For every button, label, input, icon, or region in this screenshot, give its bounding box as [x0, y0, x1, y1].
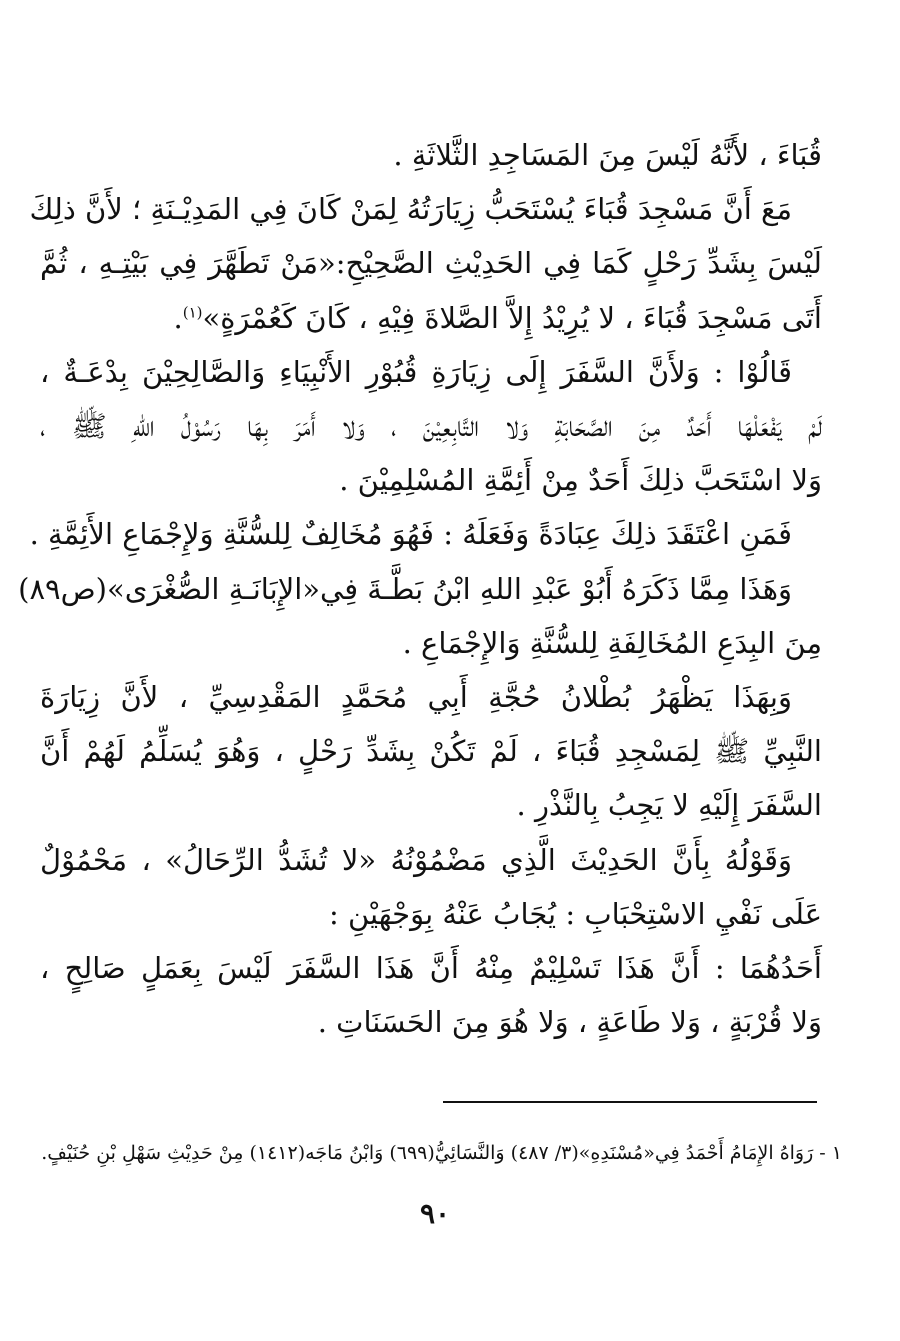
text-line: وَقَوْلُهُ بِأَنَّ الحَدِيْثَ الَّذِي مَضْمُوْنُهُ «لا تُشَدُّ الرِّحَالُ» ، مَحْمُوْلٌ: [40, 842, 792, 877]
text-line: النَّبِيِّ ﷺ لِمَسْجِدِ قُبَاءَ ، لَمْ تَكُنْ بِشَدِّ رَحْلٍ ، وَهُوَ يُسَلِّمُ لَهُمْ أَنَّ: [40, 734, 822, 769]
text-line: لَمْ يَفْعَلْهَا أَحَدٌ مِنَ الصَّحَابَةِ وَلا التَّابِعِيْنَ ، وَلا أَمَرَ بِهَا رَسُوْلُ اللهِ ﷺ ،: [40, 409, 822, 444]
text-line: فَمَنِ اعْتَقَدَ ذلِكَ عِبَادَةً وَفَعَلَهُ : فَهُوَ مُخَالِفٌ لِلسُّنَّةِ وَلإِجْمَاعِ الأَئِمَّةِ .: [29, 517, 792, 552]
text-line: مِنَ البِدَعِ المُخَالِفَةِ لِلسُّنَّةِ وَالإِجْمَاعِ .: [402, 625, 822, 660]
text-line: مَعَ أَنَّ مَسْجِدَ قُبَاءَ يُسْتَحَبُّ زِيَارَتُهُ لِمَنْ كَانَ فِي المَدِيْـنَةِ ؛ لأَنَّ ذلِكَ: [29, 192, 792, 227]
text-line-with-footnote: [40, 291, 822, 345]
text-line: وَلا اسْتَحَبَّ ذلِكَ أَحَدٌ مِنْ أَئِمَّةِ المُسْلِمِيْنَ .: [339, 463, 822, 498]
text-line: قُبَاءَ ، لأَنَّهُ لَيْسَ مِنَ المَسَاجِدِ الثَّلاثَةِ .: [393, 138, 822, 172]
text-line: عَلَى نَفْيِ الاسْتِحْبَابِ : يُجَابُ عَنْهُ بِوَجْهَيْنِ :: [328, 896, 822, 931]
footnote-divider: [443, 1101, 817, 1103]
line-period: .: [173, 300, 183, 335]
page-number: ٩٠: [419, 1197, 451, 1230]
text-line: السَّفَرَ إِلَيْهِ لا يَجِبُ بِالنَّذْرِ .: [516, 788, 822, 823]
footnote-marker: (١): [182, 302, 203, 321]
main-text: [18, 128, 822, 1049]
text-line: لَيْسَ بِشَدِّ رَحْلٍ كَمَا فِي الحَدِيْثِ الصَّحِيْحِ:«مَنْ تَطَهَّرَ فِي بَيْتِـهِ ، ثُمَّ: [40, 246, 822, 281]
text-line-content: أَتَى مَسْجِدَ قُبَاءَ ، لا يُرِيْدُ إِلاَّ الصَّلاةَ فِيْهِ ، كَانَ كَعُمْرَةٍ»: [202, 300, 822, 335]
text-line: وَهَذَا مِمَّا ذَكَرَهُ أَبُوْ عَبْدِ اللهِ ابْنُ بَطَّـةَ فِي«الإِبَانَـةِ الصُّغْرَى»(ص٨٩): [18, 571, 792, 606]
text-line-lead: أَحَدُهُمَا : أَنَّ هَذَا تَسْلِيْمٌ مِنْهُ أَنَّ هَذَا السَّفَرَ لَيْسَ بِعَمَلٍ صَالِحٍ ،: [40, 951, 822, 986]
text-line: وَلا قُرْبَةٍ ، وَلا طَاعَةٍ ، وَلا هُوَ مِنَ الحَسَنَاتِ .: [317, 1005, 822, 1040]
text-line: وَبِهَذَا يَظْهَرُ بُطْلانُ حُجَّةِ أَبِي مُحَمَّدٍ المَقْدِسِيِّ ، لأَنَّ زِيَارَةَ: [40, 680, 792, 715]
text-line: قَالُوْا : وَلأَنَّ السَّفَرَ إِلَى زِيَارَةِ قُبُوْرِ الأَنْبِيَاءِ وَالصَّالِحِيْنَ بِدْعَـةٌ ،: [40, 354, 792, 389]
footnote: ١ - رَوَاهُ الإِمَامُ أَحْمَدُ فِي«مُسْنَدِهِ»(٣/ ٤٨٧) وَالنَّسَائِيُّ(٦٩٩) وَابْنُ مَاجَه(١٤١٢) مِنْ حَدِيْثِ سَهْلِ بْنِ حُنَيْفٍ.: [41, 1142, 842, 1164]
